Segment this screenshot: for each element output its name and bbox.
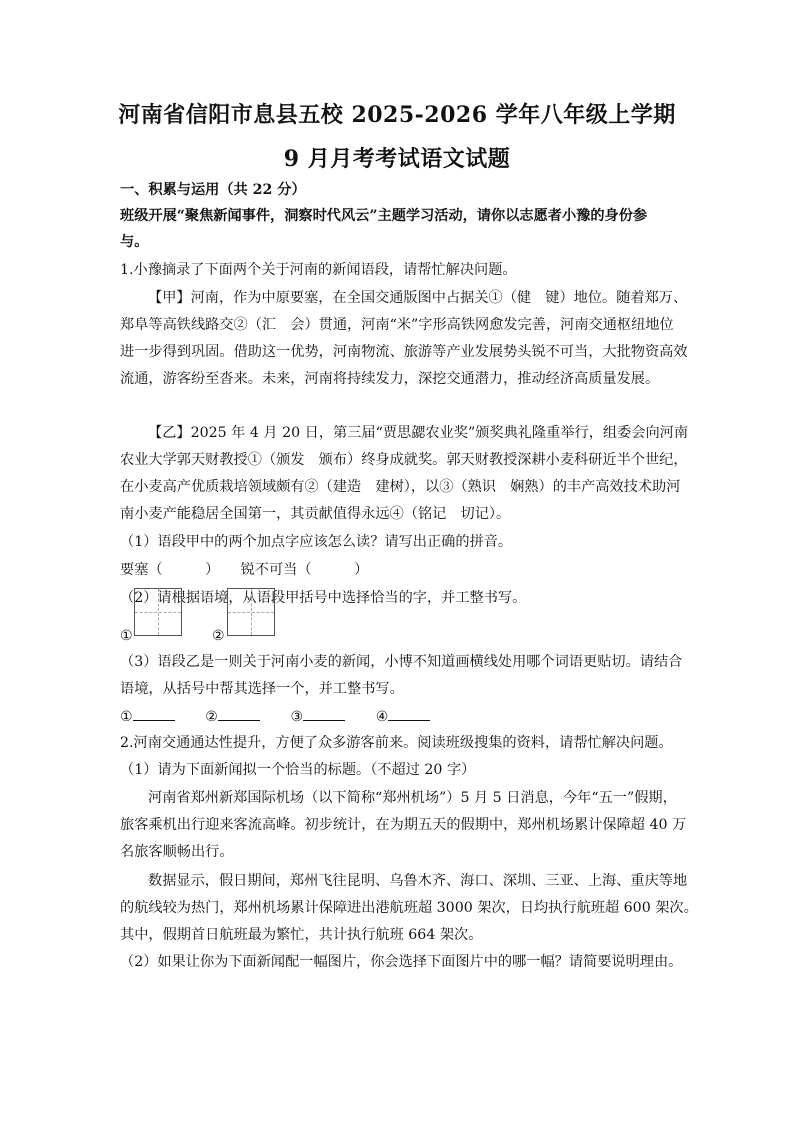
news-2-line: 数据显示，假日期间，郑州飞往昆明、乌鲁木齐、海口、深圳、三亚、上海、重庆等地 <box>148 873 688 889</box>
passage-jia-line: 流通，游客纷至沓来。未来，河南将持续发力，深挖交通潜力，推动经济高质量发展。 <box>120 371 660 387</box>
section-heading: 一、积累与运用（共 22 分） <box>120 182 306 198</box>
passage-jia-line: 进一步得到巩固。借助这一优势，河南物流、旅游等产业发展势头锐不可当，大批物资高效 <box>120 344 688 360</box>
passage-jia-line: 郑阜等高铁线路交②（汇 会）贯通，河南“米”字形高铁网愈发完善，河南交通枢纽地位 <box>120 317 674 333</box>
passage-yi-line: 南小麦产能稳居全国第一，其贡献值得永远④（铭记 切记）。 <box>120 506 511 522</box>
page-title-line-1: 河南省信阳市息县五校 2025-2026 学年八年级上学期 <box>118 102 676 128</box>
blank-label: ① <box>120 709 133 725</box>
answer-blank-2[interactable] <box>218 706 260 721</box>
question-1-sub-3-line-1: （3）语段乙是一则关于河南小麦的新闻，小博不知道画横线处用哪个词语更贴切。请结合 <box>120 654 683 670</box>
grid-label-2: ② <box>212 628 225 644</box>
question-2-stem: 2.河南交通通达性提升，方便了众多游客前来。阅读班级搜集的资料，请帮忙解决问题。 <box>120 735 673 751</box>
writing-grid-2[interactable] <box>227 588 275 636</box>
news-2-line: 其中，假期首日航班最为繁忙，共计执行航班 664 架次。 <box>120 927 483 943</box>
news-1-line: 河南省郑州新郑国际机场（以下简称“郑州机场”）5 月 5 日消息，今年“五一”假期， <box>148 790 677 806</box>
question-1-stem: 1.小豫摘录了下面两个关于河南的新闻语段，请帮忙解决问题。 <box>120 262 517 278</box>
blank-label: ② <box>205 709 218 725</box>
question-1-sub-3-line-2: 语境，从括号中帮其选择一个，并工整书写。 <box>120 681 404 697</box>
blank-label: ③ <box>290 709 304 725</box>
section-intro-line-2: 与。 <box>120 234 149 250</box>
answer-blank-1[interactable] <box>133 706 175 721</box>
writing-grid-1[interactable] <box>134 588 182 636</box>
question-1-sub-2: （2）请根据语境，从语段甲括号中选择恰当的字，并工整书写。 <box>120 590 527 606</box>
answer-blank-4[interactable] <box>388 706 430 721</box>
news-2-line: 的航线较为热门，郑州机场累计保障进出港航班超 3000 架次，日均执行航班超 600 架次。 <box>120 900 698 916</box>
question-2-sub-2: （2）如果让你为下面新闻配一幅图片，你会选择下面图片中的哪一幅？请简要说明理由。 <box>120 954 683 970</box>
passage-jia-line: 【甲】河南，作为中原要塞，在全国交通版图中占据关①（健 键）地位。随着郑万、 <box>148 290 688 306</box>
grid-label-1: ① <box>120 628 133 644</box>
passage-yi-line: 【乙】2025 年 4 月 20 日，第三届“贾思勰农业奖”颁奖典礼隆重举行，组委会向河南 <box>148 425 689 441</box>
question-1-sub-1-answer[interactable]: 要塞（ ） 锐不可当（ ） <box>120 562 369 578</box>
page-title-line-2: 9 月月考考试语文试题 <box>283 146 511 172</box>
section-intro-line-1: 班级开展“聚焦新闻事件，洞察时代风云”主题学习活动，请你以志愿者小豫的身份参 <box>120 208 648 224</box>
answer-blank-3[interactable] <box>303 706 345 721</box>
answer-blanks-row <box>120 706 430 727</box>
news-1-line: 旅客乘机出行迎来客流高峰。初步统计，在为期五天的假期中，郑州机场累计保障超 40 万 <box>120 817 687 833</box>
question-2-sub-1: （1）请为下面新闻拟一个恰当的标题。（不超过 20 字） <box>120 762 476 778</box>
news-1-line: 名旅客顺畅出行。 <box>120 844 234 860</box>
passage-yi-line: 农业大学郭天财教授①（颁发 颁布）终身成就奖。郭天财教授深耕小麦科研近半个世纪， <box>120 452 688 468</box>
blank-label: ④ <box>375 709 389 725</box>
question-1-sub-1: （1）语段甲中的两个加点字应该怎么读？请写出正确的拼音。 <box>120 534 513 550</box>
passage-yi-line: 在小麦高产优质栽培领域颇有②（建造 建树），以③（熟识 娴熟）的丰产高效技术助河 <box>120 479 681 495</box>
